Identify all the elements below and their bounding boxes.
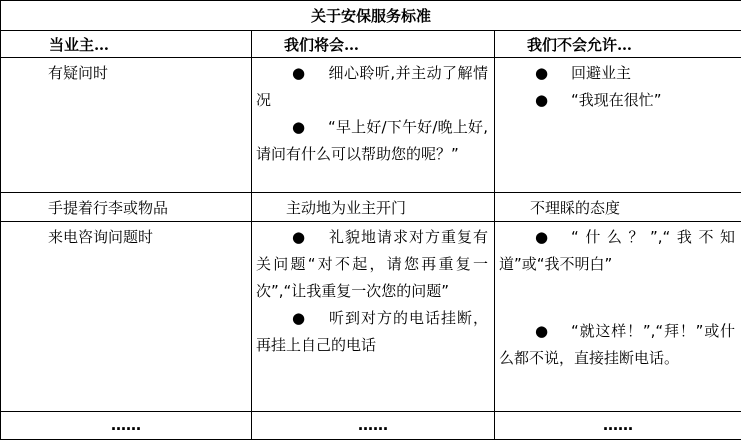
bullet-icon: ● [535, 322, 549, 340]
list-item: ● “就这样！”,“拜！”或什么都不说，直接挂断电话。 [499, 318, 735, 372]
we-will-cell [252, 412, 495, 440]
owner-cell [1, 193, 252, 222]
header-we-will: 我们将会… [252, 31, 495, 58]
table-title: 关于安保服务标准 [1, 1, 741, 31]
bullet-icon: ● [535, 64, 549, 82]
we-wont-text: 不理睬的态度 [530, 199, 621, 217]
owner-cell [1, 412, 252, 440]
we-wont-cell [495, 58, 741, 193]
owner-cell [1, 222, 252, 412]
we-wont-cell [495, 193, 741, 222]
ellipsis: …… [603, 416, 634, 434]
table-row [1, 193, 741, 222]
list-item: ● 听到对方的电话挂断，再挂上自己的电话 [256, 305, 488, 359]
list-item: ● 回避业主 [499, 60, 735, 87]
bullet-icon: ● [535, 228, 549, 246]
ellipsis: …… [111, 416, 141, 434]
owner-situation: 来电咨询问题时 [48, 228, 154, 246]
header-we-wont: 我们不会允许… [495, 31, 741, 58]
we-will-text: 主动地为业主开门 [286, 199, 407, 217]
table-row [1, 222, 741, 412]
bullet-icon: ● [535, 91, 549, 109]
list-item: ● “什么？”,“我不知道”或“我不明白” [499, 224, 735, 278]
bullet-icon: ● [292, 118, 306, 136]
ellipsis: …… [358, 416, 388, 434]
list-item: ● “我现在很忙” [499, 87, 735, 114]
we-wont-cell [495, 222, 741, 412]
list-item: ● “早上好/下午好/晚上好,请问有什么可以帮助您的呢？” [256, 114, 488, 168]
header-owner: 当业主… [1, 31, 252, 58]
table-row [1, 412, 741, 440]
we-wont-cell [495, 412, 741, 440]
owner-situation: 有疑问时 [48, 64, 109, 82]
we-will-cell [252, 222, 495, 412]
we-will-cell [252, 58, 495, 193]
table-row [1, 58, 741, 193]
bullet-icon: ● [292, 64, 306, 82]
owner-situation: 手提着行李或物品 [48, 199, 169, 217]
bullet-icon: ● [292, 228, 306, 246]
list-item: ● 礼貌地请求对方重复有关问题“对不起，请您再重复一次”,“让我重复一次您的问题” [256, 224, 488, 305]
owner-cell [1, 58, 252, 193]
list-item: ● 细心聆听,并主动了解情况 [256, 60, 488, 114]
header-row [1, 31, 741, 58]
spacer [499, 278, 735, 318]
title-row [1, 1, 741, 31]
we-will-cell [252, 193, 495, 222]
bullet-icon: ● [292, 309, 306, 327]
